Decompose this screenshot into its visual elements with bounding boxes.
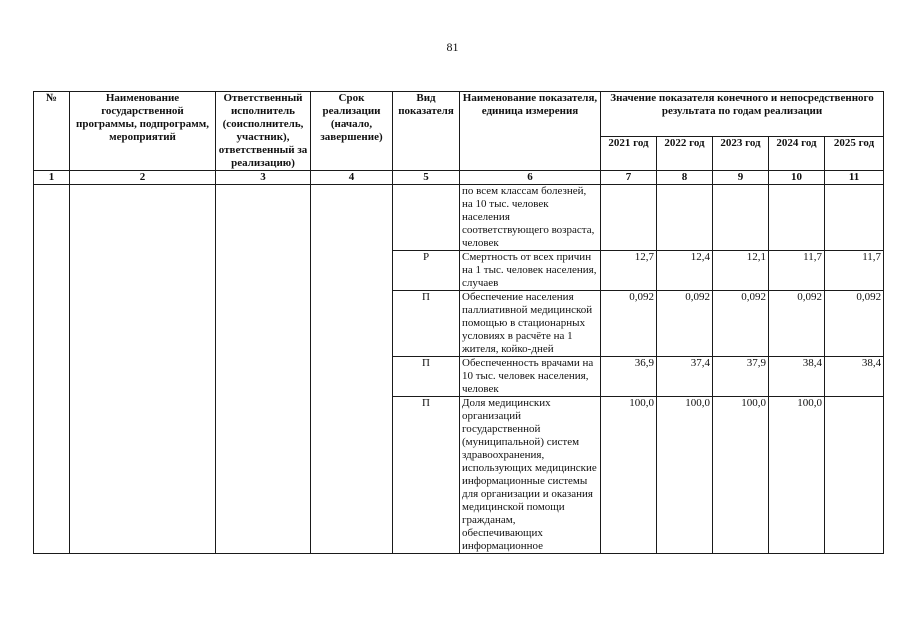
indicator-name: Смертность от всех причин на 1 тыс. человек населения, случаев: [460, 251, 601, 291]
indicator-type: П: [393, 397, 460, 554]
indicator-name: Обеспечение населения паллиативной медицинской помощью в стационарных условиях в расчёте на 1 жителя, койко-дней: [460, 291, 601, 357]
value-2025: [825, 185, 884, 251]
column-number-row: [34, 171, 884, 185]
value-2021: 100,0: [601, 397, 657, 554]
column-number: 9: [713, 171, 769, 185]
column-number: 7: [601, 171, 657, 185]
header-year-2021: 2021 год: [601, 136, 657, 170]
cell-number-empty: [34, 185, 70, 554]
value-2022: [657, 185, 713, 251]
column-number: 6: [460, 171, 601, 185]
value-2024: [769, 185, 825, 251]
header-year-2025: 2025 год: [825, 136, 884, 170]
value-2022: 0,092: [657, 291, 713, 357]
value-2024: 11,7: [769, 251, 825, 291]
value-2023: 100,0: [713, 397, 769, 554]
value-2024: 0,092: [769, 291, 825, 357]
column-number: 8: [657, 171, 713, 185]
value-2023: 12,1: [713, 251, 769, 291]
value-2021: 12,7: [601, 251, 657, 291]
indicator-name: Обеспеченность врачами на 10 тыс. человек населения, человек: [460, 357, 601, 397]
indicators-table: [33, 91, 884, 554]
column-number: 11: [825, 171, 884, 185]
value-2022: 100,0: [657, 397, 713, 554]
header-number: №: [34, 92, 70, 171]
value-2024: 100,0: [769, 397, 825, 554]
indicator-type: [393, 185, 460, 251]
value-2022: 37,4: [657, 357, 713, 397]
value-2023: 0,092: [713, 291, 769, 357]
column-number: 4: [311, 171, 393, 185]
indicator-name: Доля медицинских организаций государственной (муниципальной) систем здравоохранения, использующих медицинские информационные системы для организации и оказания медицинской помощи гражданам, обеспечивающих информационное: [460, 397, 601, 554]
page-number: 81: [446, 40, 459, 54]
value-2025: 11,7: [825, 251, 884, 291]
header-year-2023: 2023 год: [713, 136, 769, 170]
cell-program-empty: [70, 185, 216, 554]
value-2021: 0,092: [601, 291, 657, 357]
value-2022: 12,4: [657, 251, 713, 291]
header-indicator-type: Вид показателя: [393, 92, 460, 171]
value-2023: 37,9: [713, 357, 769, 397]
indicator-name: по всем классам болезней, на 10 тыс. человек населения соответствующего возраста, человек: [460, 185, 601, 251]
value-2024: 38,4: [769, 357, 825, 397]
cell-executor-empty: [216, 185, 311, 554]
header-executor: Ответственный исполнитель (соисполнитель, участник), ответственный за реализацию): [216, 92, 311, 171]
header-program: Наименование государственной программы, подпрограмм, мероприятий: [70, 92, 216, 171]
header-year-2024: 2024 год: [769, 136, 825, 170]
column-number: 2: [70, 171, 216, 185]
cell-term-empty: [311, 185, 393, 554]
indicator-type: П: [393, 291, 460, 357]
column-number: 10: [769, 171, 825, 185]
value-2023: [713, 185, 769, 251]
value-2025: [825, 397, 884, 554]
column-number: 5: [393, 171, 460, 185]
column-number: 1: [34, 171, 70, 185]
value-2025: 0,092: [825, 291, 884, 357]
header-year-2022: 2022 год: [657, 136, 713, 170]
value-2025: 38,4: [825, 357, 884, 397]
value-2021: [601, 185, 657, 251]
header-term: Срок реализации (начало, завершение): [311, 92, 393, 171]
indicator-type: П: [393, 357, 460, 397]
header-indicator-name: Наименование показателя, единица измерения: [460, 92, 601, 171]
indicator-type: Р: [393, 251, 460, 291]
table-row: [34, 185, 884, 251]
header-values: Значение показателя конечного и непосредственного результата по годам реализации: [601, 92, 884, 137]
value-2021: 36,9: [601, 357, 657, 397]
column-number: 3: [216, 171, 311, 185]
